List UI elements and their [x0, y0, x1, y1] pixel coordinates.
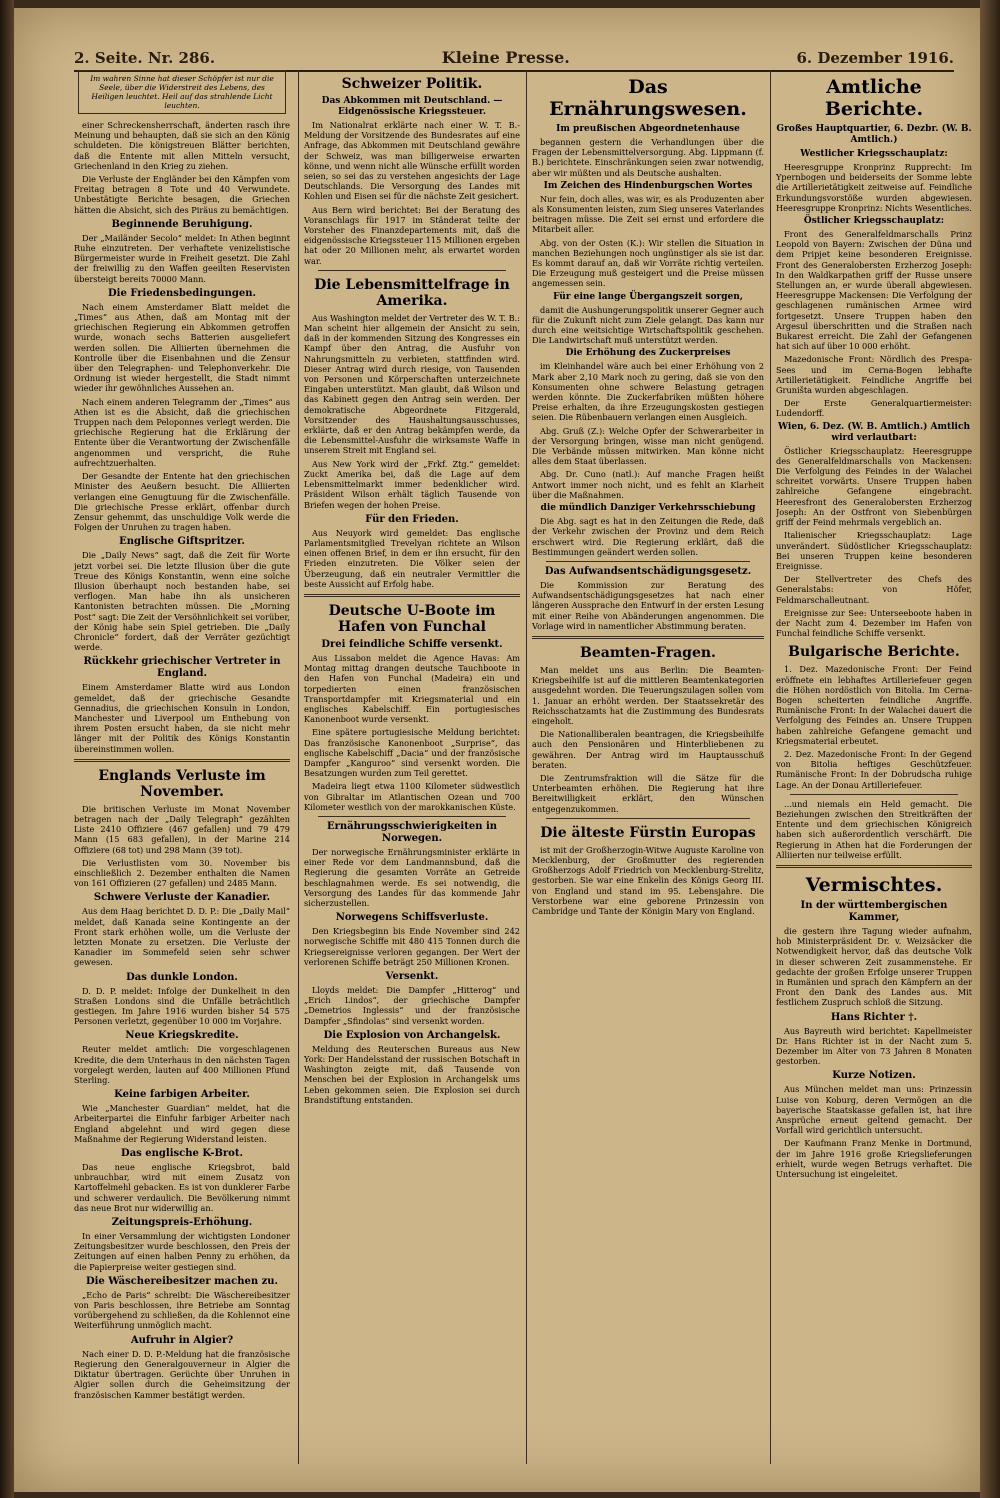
subheadline: Das Abkommen mit Deutschland. — Eidgenössische Kriegssteuer.	[321, 96, 503, 117]
page-header	[74, 44, 954, 72]
divider	[304, 594, 520, 597]
article-text: Einem Amsterdamer Blatte wird aus London gemeldet, daß der griechische Gesandte Gennadius, die griechischen Konsuln in London, Manchester und Liverpool um Enthebung von ihrem Posten ersucht haben, da sie nicht mehr länger mit der Politik des Königs Konstantin übereinstimmen wollen.	[74, 682, 290, 754]
article-text: Die Abg. sagt es hat in den Zeitungen die Rede, daß der Verkehr zwischen der Provinz und dem Reich erschwert wird. Die Regierung erklärt, daß die Bestimmungen geändert werden sollen.	[532, 516, 764, 557]
article-text: Die Kommission zur Beratung des Aufwandsentschädigungsgesetzes hat nach einer längeren Aussprache den Entwurf in der ersten Lesung mit einer Reihe von Abänderungen angenommen. Die Vorlage wird in namentlicher Abstimmung beraten.	[532, 579, 764, 631]
headline: Vermischtes.	[805, 873, 943, 896]
article-text: Die Verluste der Engländer bei den Kämpfen vom Freitag betragen 8 Tote und 40 Verwundete. Unbestätigte Berichte besagen, die Griechen hätten die Absicht, sich des Piräus zu bemächtigen.	[74, 174, 290, 215]
article-text: einer Schreckensherrschaft, änderten rasch ihre Meinung und behaupten, daß sie sich an den König schuldeten. Die königstreuen Blätter berichten, daß die Entente mit allen Mitteln versucht, Griechenland in den Krieg zu ziehen.	[74, 120, 290, 171]
article-text: Aus Bayreuth wird berichtet: Kapellmeister Dr. Hans Richter ist in der Nacht zum 5. Dezember im Alter von 73 Jahren 8 Monaten gestorben.	[776, 1025, 972, 1067]
page-edge	[980, 0, 1000, 1498]
article-text: Nach einem Amsterdamer Blatt meldet die „Times“ aus Athen, daß am Montag mit der griechischen Regierung ein Abkommen getroffen wurde, wonach sechs Batterien ausgeliefert werden sollen. Die Alliierten übernehmen die Kontrolle über die Eisenbahnen und die Zensur über den Telegraphen- und Telephonverkehr. Die Ordnung ist wieder hergestellt, die Stadt nimmt wieder ihr gewöhnliches Aussehen an.	[74, 301, 290, 394]
article-text: Lloyds meldet: Die Dampfer „Hitterog“ und „Erich Lindos“, der griechische Dampfer „Demetrios Inglessis“ und der französische Dampfer „Sfindolas“ sind versenkt worden.	[304, 985, 520, 1026]
headline: Die Explosion von Archangelsk.	[323, 1029, 501, 1041]
book-spine	[0, 0, 14, 1498]
article-text: damit die Aushungerungspolitik unserer Gegner auch für die Zukunft nicht zum Ziele gelangt. Das kann nur durch eine weitsichtige Wirtschaftspolitik geschehen. Die Landwirtschaft muß unterstützt werden.	[532, 304, 764, 346]
article-text: Abg. Dr. Cuno (natl.): Auf manche Fragen heißt Antwort immer noch nicht, und es fehlt an Klarheit über die Maßnahmen.	[532, 469, 764, 500]
article-text: Aus Lissabon meldet die Agence Havas: Am Montag mittag drangen deutsche Tauchboote in den Hafen von Funchal (Madeira) ein und torpedierten einen französischen Transportdampfer mit Kriegsmaterial und ein englisches Kabelschiff. Ein portugiesisches Kanonenboot wurde versenkt.	[304, 652, 520, 725]
headline: Keine farbigen Arbeiter.	[114, 1089, 250, 1101]
headline: Die Lebensmittelfrage in Amerika.	[314, 276, 510, 309]
subheadline: Für eine lange Übergangszeit sorgen,	[553, 291, 743, 302]
article-text: Madeira liegt etwa 1100 Kilometer südwestlich von Gibraltar im Atlantischen Ozean und 700 Kilometer westlich von der marokkanischen Küste.	[304, 781, 520, 812]
article-text: Nach einem anderen Telegramm der „Times“ aus Athen ist es die Absicht, daß die griechischen Truppen nach dem Peloponnes verlegt werden. Die griechische Regierung hat die Erklärung der Entente über die Verantwortung der Zwischenfälle angenommen und verspricht, die Ruhe aufrechtzuerhalten.	[74, 396, 290, 468]
article-text: D. D. P. meldet: Infolge der Dunkelheit in den Straßen Londons sind die Unfälle beträchtlich gestiegen. Im Jahre 1916 wurden bisher 54 575 Personen verletzt, gegenüber 10 000 im Vorjahre.	[74, 985, 290, 1027]
article-text: Den Kriegsbeginn bis Ende November sind 242 norwegische Schiffe mit 480 415 Tonnen durch die Kriegsereignisse verloren gegangen. Der Wert der verlorenen Schiffe beträgt 250 Millionen Kronen.	[304, 926, 520, 967]
headline: Kurze Notizen.	[832, 1070, 916, 1082]
article-text: Nach einer D. D. P.-Meldung hat die französische Regierung den Generalgouverneur in Algier die Diktatur übertragen. Gerüchte über Unruhen in Algier sollen durch die Geheimsitzung der französischen Kammer bestätigt werden.	[74, 1348, 290, 1400]
divider	[318, 816, 506, 817]
article-text: Aus Washington meldet der Vertreter des W. T. B.: Man scheint hier allgemein der Ansicht zu sein, daß in der kommenden Sitzung des Kongresses ein Kampf über den Antrag, die Ausfuhr von Nahrungsmitteln zu verbieten, stattfinden wird. Dieser Antrag wird durch riesige, von Tausenden von Personen und Körperschaften unterzeichnete Eingaben unterstützt. Man glaubt, daß Wilson und das Kabinett gegen den Antrag sein werden. Der demokratische Abgeordnete Fitzgerald, Vorsitzender des Haushaltungsausschusses, erklärte, daß er den Antrag bekämpfen werde, da die Lebensmittel-Ausfuhr die wirksamste Waffe in unserem Streit mit England sei.	[304, 312, 520, 456]
article-text: Aus München meldet man uns: Prinzessin Luise von Koburg, deren Vermögen an die bayerische Staatskasse gefallen ist, hat ihre Ansprüche erneut geltend gemacht. Der Vorfall wird gerichtlich untersucht.	[776, 1084, 972, 1136]
headline: Deutsche U-Boote im Hafen von Funchal	[328, 602, 496, 635]
divider	[790, 794, 958, 795]
article-text: Nur fein, doch alles, was wir, es als Produzenten aber als Konsumenten leisten, zum Sieg unseres Vaterlandes beitragen müsse. Die Zeit sei ernst und erfordere die Mitarbeit aller.	[532, 193, 764, 235]
article-text: Der norwegische Ernährungsminister erklärte in einer Rede vor dem Landmannsbund, daß die Regierung die gesamten Vorräte an Getreide beschlagnahmen werde. Es sei notwendig, die Versorgung des Landes für das kommende Jahr sicherzustellen.	[304, 846, 520, 908]
headline: Versenkt.	[385, 971, 439, 982]
subheadline: die mündlich Danziger Verkehrsschiebung	[540, 503, 756, 514]
divider	[776, 865, 972, 868]
headline: Das Aufwandsentschädigungsgesetz.	[544, 565, 752, 577]
article-text: Der Stellvertreter des Chefs des Generalstabs: von Höfer, Feldmarschalleutnant.	[776, 574, 972, 605]
article-text: In einer Versammlung der wichtigsten Londoner Zeitungsbesitzer wurde beschlossen, den Preis der Zeitungen auf einen halben Penny zu erhöhen, da die Papierpreise weiter gestiegen sind.	[74, 1231, 290, 1272]
article-text: ...und niemals ein Held gemacht. Die Beziehungen zwischen den Streitkräften der Entente und dem griechischen Königreich haben sich außerordentlich verschärft. Die Regierung in Athen hat die Forderungen der Alliierten nur teilweise erfüllt.	[776, 798, 972, 860]
subheadline: Östlicher Kriegsschauplatz:	[803, 216, 945, 227]
subheadline: Im Zeichen des Hindenburgschen Wortes	[543, 180, 753, 191]
headline: Englische Giftspritzer.	[119, 536, 245, 548]
page-date: 6. Dezember 1916.	[796, 49, 954, 67]
article-text: Meldung des Reuterschen Bureaus aus New York: Der Handelsstand der russischen Botschaft in Washington zeigte mit, daß Tausende von Menschen bei der Explosion in Archangelsk ums Leben gekommen seien. Die Explosion sei durch Brandstiftung entstanden.	[304, 1043, 520, 1105]
article-text: Aus dem Haag berichtet D. D. P.: Die „Daily Mail“ meldet, daß Kanada seine Kontingente an der Front stark erhöhen wolle, um die Verluste der letzten Monate zu ersetzen. Die Verluste der Kanadier im Sommefeld seien sehr schwer gewesen.	[74, 906, 290, 968]
headline: Ernährungsschwierigkeiten in Norwegen.	[326, 820, 498, 844]
subheadline: Drei feindliche Schiffe versenkt.	[321, 638, 503, 650]
column-rule	[770, 70, 771, 1464]
masthead: Kleine Presse.	[441, 48, 570, 67]
column-1	[74, 70, 290, 1464]
article-text: Wie „Manchester Guardian“ meldet, hat die Arbeiterpartei die Einfuhr farbiger Arbeiter nach England abgelehnt und wird gegen diese Maßnahme der Regierung Widerstand leisten.	[74, 1103, 290, 1144]
divider	[546, 561, 750, 562]
column-2	[304, 70, 520, 1464]
article-text: Mazedonische Front: Nördlich des Prespa-Sees und im Cerna-Bogen lebhafte Artillerietätigkeit. Feindliche Angriffe bei Gruništa wurden abgeschlagen.	[776, 354, 972, 396]
article-text: Der Kaufmann Franz Menke in Dortmund, der im Jahre 1916 große Kriegslieferungen erhielt, wurde wegen Betrugs verhaftet. Die Untersuchung ist eingeleitet.	[776, 1138, 972, 1180]
motto-box: Im wahren Sinne hat dieser Schöpfer ist nur die Seele, über die Widerstreit des Lebens, des Heiligen leuchtet. Heil auf das strahlende Licht leuchten.	[78, 70, 286, 114]
article-text: „Echo de Paris“ schreibt: Die Wäschereibesitzer von Paris beschlossen, ihre Betriebe am Sonntag vorübergehend zu schließen, da die Kohlennot eine Weiterführung unmöglich macht.	[74, 1289, 290, 1331]
article-text: Reuter meldet amtlich: Die vorgeschlagenen Kredite, die dem Unterhaus in den nächsten Tagen vorgelegt werden, lauten auf 400 Millionen Pfund Sterling.	[74, 1044, 290, 1086]
article-text: Im Nationalrat erklärte nach einer W. T. B.-Meldung der Vorsitzende des Bundesrates auf eine Anfrage, das Abkommen mit Deutschland gewähre der Schweiz, was man billigerweise erwarten könne, und wenn nicht alle Wünsche erfüllt worden seien, so sei das zu verstehen angesichts der Lage Deutschlands. Die Versorgung des Landes mit Kohlen und Eisen sei für die nächste Zeit gesichert.	[304, 120, 520, 202]
article-text: begannen gestern die Verhandlungen über die Fragen der Lebensmittelversorgung. Abg. Lippmann (f. B.) berichtete. Einschränkungen seien zwar notwendig, aber wir müßten und als Deutsche aushalten.	[532, 137, 764, 178]
article-text: Aus Neuyork wird gemeldet: Das englische Parlamentsmitglied Trevelyan richtete an Wilson einen offenen Brief, in dem er ihn ersucht, für den Frieden einzutreten. Die Völker seien der Überzeugung, daß ein neutraler Vermittler die beste Aussicht auf Erfolg habe.	[304, 527, 520, 589]
article-text: 2. Dez. Mazedonische Front: In der Gegend von Bitolia heftiges Geschützfeuer. Rumänische Front: In der Dobrudscha ruhige Lage. An der Donau Artilleriefeuer.	[776, 748, 972, 790]
headline: Das englische K-Brot.	[121, 1148, 243, 1160]
page-number: 2. Seite. Nr. 286.	[74, 49, 216, 67]
article-text: im Kleinhandel wäre auch bei einer Erhöhung von 2 Mark aber 2,10 Mark noch zu gering, daß sie von den Konsumenten ohne schwere Belastung getragen werden könnte. Die Zuckerfabriken müßten höhere Preise erhalten, da ihre Erzeugungskosten gestiegen seien. Die Rübenbauern verlangen einen Ausgleich.	[532, 361, 764, 423]
headline: Beamten-Fragen.	[580, 644, 716, 661]
headline: Die Friedensbedingungen.	[108, 287, 256, 299]
article-text: Der Erste Generalquartiermeister: Ludendorff.	[776, 398, 972, 419]
divider	[532, 636, 764, 639]
headline: Rückkehr griechischer Vertreter in England.	[83, 656, 281, 680]
subheadline: In der württembergischen Kammer,	[800, 899, 948, 923]
article-text: 1. Dez. Mazedonische Front: Der Feind eröffnete ein lebhaftes Artilleriefeuer gegen die Höhen nordöstlich von Bitolia. Im Cerna-Bogen scheiterten feindliche Angriffe. Rumänische Front: In der Walachei dauert die Verfolgung des Feindes an. Unsere Truppen haben zahlreiche Gefangene gemacht und Kriegsmaterial erbeutet.	[776, 664, 972, 746]
subheadline: Im preußischen Abgeordnetenhause	[556, 124, 740, 134]
article-text: Das neue englische Kriegsbrot, bald unbrauchbar, wird mit einem Zusatz von Kartoffelmehl gebacken. Es ist von dunklerer Farbe und schwerer verdaulich. Die Bevölkerung nimmt das neue Brot nur widerwillig an.	[74, 1162, 290, 1213]
article-text: Heeresgruppe Kronprinz Rupprecht: Im Ypernbogen und beiderseits der Somme lebte die Artillerietätigkeit zeitweise auf. Feindliche Erkundungsvorstöße wurden abgewiesen. Heeresgruppe Kronprinz: Nichts Wesentliches.	[776, 162, 972, 213]
headline: Das Ernährungswesen.	[549, 76, 747, 120]
article-text: Die „Daily News“ sagt, daß die Zeit für Worte jetzt vorbei sei. Die letzte Illusion über die gute Treue des Königs Konstantin, wenn eine solche Illusion überhaupt noch bestanden habe, sei verflogen. Man habe ihn als unsicheren Kantonisten betrachten müssen. Die „Morning Post“ sagt: Die Zeit der Versöhnlichkeit sei vorüber, der König habe sein Spiel getrieben. Die „Daily Chronicle“ fordert, daß der Verräter gezüchtigt werde.	[74, 550, 290, 653]
headline: Norwegens Schiffsverluste.	[335, 912, 489, 924]
column-4	[776, 70, 972, 1464]
article-text: Eine spätere portugiesische Meldung berichtet: Das französische Kanonenboot „Surprise“, das englische Kabelschiff „Dacia“ und der französische Dampfer „Kanguroo“ sind versenkt worden. Die Besatzungen wurden zum Teil gerettet.	[304, 727, 520, 779]
article-text: die gestern ihre Tagung wieder aufnahm, hob Ministerpräsident Dr. v. Weizsäcker die Notwendigkeit hervor, daß das deutsche Volk in dieser schweren Zeit zusammenstehe. Er gedachte der großen Erfolge unserer Truppen in Rumänien und sprach den Kämpfern an der Front den Dank des Landes aus. Mit festlichem Zuspruch schloß die Sitzung.	[776, 925, 972, 1008]
article-text: Östlicher Kriegsschauplatz: Heeresgruppe des Generalfeldmarschalls von Mackensen: Die Verfolgung des Feindes in der Walachei schreitet vorwärts. Unsere Truppen haben zahlreiche Gefangene eingebracht. Heeresfront des Generalobersten Erzherzog Joseph: An der Ostfront von Siebenbürgen griff der Feind mehrmals vergeblich an.	[776, 445, 972, 528]
headline: Amtliche Berichte.	[824, 76, 924, 120]
headline: Für den Frieden.	[365, 513, 459, 525]
column-3	[532, 70, 764, 1464]
article-text: Der Gesandte der Entente hat den griechischen Minister des Aeußern besucht. Die Alliierten verlangen eine Genugtuung für die Zwischenfälle. Die griechische Presse erklärt, offenbar durch Zensur gehemmt, das unschuldige Volk werde die Folgen der Unruhen zu tragen haben.	[74, 471, 290, 533]
headline: Die Wäschereibesitzer machen zu.	[85, 1275, 279, 1287]
article-text: Die britischen Verluste im Monat November betragen nach der „Daily Telegraph“ gezählten Liste 2410 Offiziere (467 gefallen) und 79 479 Mann (15 683 gefallen), in der Marine 214 Offiziere (68 tot) und 298 Mann (39 tot).	[74, 803, 290, 855]
headline: Bulgarische Berichte.	[788, 644, 960, 661]
headline: Schwere Verluste der Kanadier.	[93, 892, 271, 904]
article-text: ist mit der Großherzogin-Witwe Auguste Karoline von Mecklenburg, der Großmutter des regierenden Großherzogs Adolf Friedrich von Mecklenburg-Strelitz, gestorben. Sie war eine Enkelin des Königs Georg III. von England und stand im 95. Lebensjahre. Die Verstorbene war eine geborene Prinzessin von Cambridge und Tante der Königin Mary von England.	[532, 844, 764, 916]
article-text: Front des Generalfeldmarschalls Prinz Leopold von Bayern: Zwischen der Düna und dem Pripjet keine besonderen Ereignisse. Front des Generalobersten Erzherzog Joseph: In den Waldkarpathen griff der Russe unsere Stellungen an, er wurde überall abgewiesen. Heeresgruppe Mackensen: Die Verfolgung der geschlagenen rumänischen Armee wird fortgesetzt. Unsere Truppen haben den Argesul überschritten und die Straßen nach Bukarest erreicht. Die Zahl der Gefangenen hat sich auf über 10 000 erhöht.	[776, 229, 972, 352]
article-text: Aus Bern wird berichtet: Bei der Beratung des Voranschlags für 1917 im Ständerat teilte der Vorsteher des Finanzdepartements mit, daß die eidgenössische Kriegssteuer 115 Millionen ergeben hat oder 20 Millionen mehr, als erwartet worden war.	[304, 204, 520, 266]
headline: Schweizer Politik.	[341, 76, 483, 92]
subheadline: Großes Hauptquartier, 6. Dezbr. (W. B. Amtlich.)	[776, 124, 972, 145]
divider	[546, 818, 750, 819]
divider	[318, 270, 506, 271]
article-text: Die Verlustlisten vom 30. November bis einschließlich 2. Dezember enthalten die Namen von 161 Offizieren (27 gefallen) und 2485 Mann.	[74, 857, 290, 889]
subheadline: Westlicher Kriegsschauplatz:	[800, 149, 948, 159]
subheadline: Die Erhöhung des Zuckerpreises	[565, 348, 731, 359]
column-rule	[298, 70, 299, 1464]
divider	[74, 759, 290, 762]
headline: Aufruhr in Algier?	[130, 1334, 234, 1346]
headline: Das dunkle London.	[126, 971, 238, 983]
headline: Die älteste Fürstin Europas	[540, 824, 756, 841]
article-text: Italienischer Kriegsschauplatz: Lage unverändert. Südöstlicher Kriegsschauplatz: Bei unseren Truppen keine besonderen Ereignisse.	[776, 530, 972, 571]
headline: Hans Richter †.	[830, 1011, 918, 1023]
article-text: Ereignisse zur See: Unterseeboote haben in der Nacht zum 4. Dezember im Hafen von Funchal feindliche Schiffe versenkt.	[776, 607, 972, 639]
article-text: Die Zentrumsfraktion will die Sätze für die Unterbeamten erhöhen. Die Regierung hat ihre Bereitwilligkeit erklärt, den Wünschen entgegenzukommen.	[532, 772, 764, 814]
headline: Neue Kriegskredite.	[125, 1030, 239, 1042]
article-text: Man meldet uns aus Berlin: Die Beamten-Kriegsbeihilfe ist auf die mittleren Beamtenkategorien ausgedehnt worden. Die Teuerungszulagen sollen vom 1. Januar an erhöht werden. Der Staatssekretär des Reichsschatzamts hat die Zustimmung des Bundesrats eingeholt.	[532, 664, 764, 726]
article-text: Abg. Gruß (Z.): Welche Opfer der Schwerarbeiter in der Versorgung bringen, wisse man nicht genügend. Die Verbände müssen mitwirken. Man könne nicht alles dem Staat überlassen.	[532, 425, 764, 467]
column-rule	[526, 70, 527, 1464]
subheadline: Wien, 6. Dez. (W. B. Amtlich.) Amtlich wird verlautbart:	[777, 421, 971, 443]
headline: Zeitungspreis-Erhöhung.	[111, 1217, 253, 1229]
article-text: Abg. von der Osten (K.): Wir stellen die Situation in manchen Beziehungen noch ungünstiger als sie ist dar. Es kommt darauf an, daß wir Vorräte richtig verteilen. Die Erzeugung muß gesteigert und die Preise müssen angemessen sein.	[532, 237, 764, 289]
headline: Beginnende Beruhigung.	[111, 218, 253, 230]
article-text: Der „Mailänder Secolo“ meldet: In Athen beginnt Ruhe einzutreten. Der verhaftete venizelistische Bürgermeister wurde in Freiheit gesetzt. Die Zahl der freiwillig zu den Waffen geeilten Reservisten übersteigt bereits 70000 Mann.	[74, 232, 290, 284]
article-text: Die Nationalliberalen beantragen, die Kriegsbeihilfe auch den Pensionären und Hinterbliebenen zu gewähren. Der Antrag wird im Hauptausschuß beraten.	[532, 729, 764, 770]
article-text: Aus New York wird der „Frkf. Ztg.“ gemeldet: Zuckt Amerika bei, daß die Lage auf dem Lebensmittelmarkt immer bedenklicher wird. Präsident Wilson erhält täglich Tausende von Briefen wegen der hohen Preise.	[304, 458, 520, 510]
headline: Englands Verluste im November.	[98, 767, 266, 800]
